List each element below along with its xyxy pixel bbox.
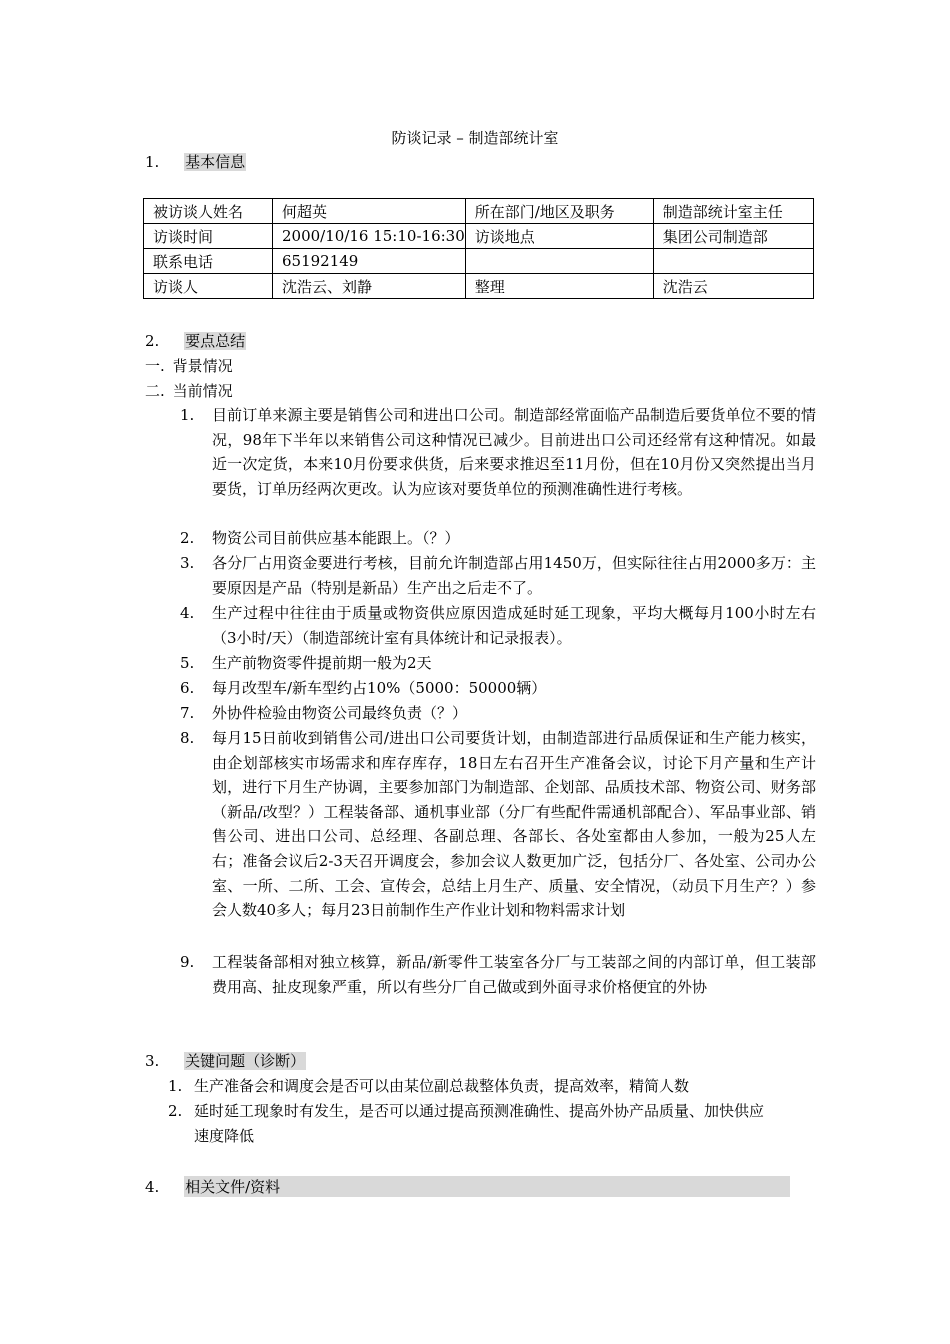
section-title: 关键问题（诊断） — [185, 1052, 306, 1070]
table-cell: 访谈地点 — [465, 224, 653, 249]
item-text: 目前订单来源主要是销售公司和进出口公司。制造部经常面临产品制造后要货单位不要的情况，98年下半年以来销售公司这种情况已减少。目前进出口公司还经常有这种情况。如最近一次定货，本来10月份要求供货，后来要求推迟至11月份，但在10月份又突然提出当月要货，订单历经两次更改。认为应该对要货单位的预测准确性进行考核。 — [212, 406, 816, 498]
section-title: 要点总结 — [185, 332, 246, 350]
table-cell: 访谈人 — [144, 274, 273, 299]
subsection-number: 一. — [145, 357, 165, 375]
list-item — [180, 676, 816, 701]
item-number: 7. — [180, 704, 195, 722]
section-title: 相关文件/资料 — [184, 1176, 790, 1197]
item-number: 1. — [168, 1077, 183, 1095]
item-text: 物资公司目前供应基本能跟上。（？） — [212, 529, 460, 547]
table-row — [144, 199, 814, 224]
list-item — [180, 601, 816, 650]
section-number: 2. — [145, 332, 160, 350]
subsection-title: 背景情况 — [172, 357, 233, 375]
item-number: 1. — [180, 406, 195, 424]
table-cell: 制造部统计室主任 — [653, 199, 813, 224]
section-title: 基本信息 — [185, 153, 246, 171]
table-cell: 65192149 — [273, 249, 466, 274]
table-row — [144, 274, 814, 299]
item-number: 4. — [180, 604, 195, 622]
item-number: 2. — [168, 1102, 183, 1120]
item-text: 工程装备部相对独立核算，新品/新零件工装室各分厂与工装部之间的内部订单，但工装部费用高、扯皮现象严重，所以有些分厂自己做或到外面寻求价格便宜的外协 — [212, 953, 816, 996]
table-cell: 联系电话 — [144, 249, 273, 274]
list-item — [180, 726, 816, 923]
item-text: 生产过程中往往由于质量或物资供应原因造成延时延工现象，平均大概每月100小时左右（3小时/天）（制造部统计室有具体统计和记录报表）。 — [212, 604, 816, 647]
item-text: 每月改型车/新车型约占10%（5000：50000辆） — [212, 679, 547, 697]
table-cell: 整理 — [465, 274, 653, 299]
table-row — [144, 224, 814, 249]
item-number: 9. — [180, 953, 195, 971]
list-item — [180, 651, 816, 676]
table-cell: 访谈时间 — [144, 224, 273, 249]
list-item — [180, 701, 816, 726]
list-item — [180, 526, 816, 551]
item-text: 各分厂占用资金要进行考核，目前允许制造部占用1450万，但实际往往占用2000多万：主要原因是产品（特别是新品）生产出之后走不了。 — [212, 554, 816, 597]
section-1-heading — [145, 151, 246, 172]
table-cell: 2000/10/16 15:10-16:30 — [273, 224, 466, 249]
list-item — [180, 551, 816, 600]
item-number: 8. — [180, 729, 195, 747]
subsection-number: 二. — [145, 382, 165, 400]
section-number: 1. — [145, 153, 160, 171]
list-item — [180, 403, 816, 501]
table-cell: 集团公司制造部 — [653, 224, 813, 249]
item-number: 5. — [180, 654, 195, 672]
info-table — [143, 198, 814, 299]
section-2-heading — [145, 330, 246, 351]
item-text: 生产前物资零件提前期一般为2天 — [212, 654, 432, 672]
subsection-current — [145, 380, 233, 401]
subsection-title: 当前情况 — [172, 382, 233, 400]
subsection-background — [145, 355, 233, 376]
item-text: 每月15日前收到销售公司/进出口公司要货计划，由制造部进行品质保证和生产能力核实，由企划部核实市场需求和库存库存，18日左右召开生产准备会议，讨论下月产量和生产计划，进行下月生产协调，主要参加部门为制造部、企划部、品质技术部、物资公司、财务部（新品/改型？）工程装备部、通机事业部（分厂有些配件需通机部配合）、军品事业部、销售公司、进出口公司、总经理、各副总理、各部长、各处室都由人参加，一般为25人左右；准备会议后2-3天召开调度会，参加会议人数更加广泛，包括分厂、各处室、公司办公室、一所、二所、工会、宣传会，总结上月生产、质量、安全情况，（动员下月生产？）参会人数40多人；每月23日前制作生产作业计划和物料需求计划 — [212, 729, 816, 920]
item-number: 6. — [180, 679, 195, 697]
section-number: 3. — [145, 1052, 160, 1070]
page-title: 防谈记录 – 制造部统计室 — [391, 129, 559, 147]
table-cell: 所在部门/地区及职务 — [465, 199, 653, 224]
table-row — [144, 249, 814, 274]
list-item — [168, 1074, 778, 1099]
section-number: 4. — [145, 1178, 160, 1196]
item-text: 延时延工现象时有发生，是否可以通过提高预测准确性、提高外协产品质量、加快供应速度降低 — [194, 1102, 765, 1145]
item-number: 3. — [180, 554, 195, 572]
section-3-heading — [145, 1050, 306, 1071]
list-item — [180, 950, 816, 999]
item-text: 生产准备会和调度会是否可以由某位副总裁整体负责，提高效率，精简人数 — [194, 1077, 690, 1095]
list-item — [168, 1099, 778, 1148]
table-cell — [465, 249, 653, 274]
table-cell: 何超英 — [273, 199, 466, 224]
item-text: 外协件检验由物资公司最终负责（？） — [212, 704, 468, 722]
section-4-heading — [145, 1176, 790, 1197]
item-number: 2. — [180, 529, 195, 547]
table-cell — [653, 249, 813, 274]
table-cell: 被访谈人姓名 — [144, 199, 273, 224]
table-cell: 沈浩云 — [653, 274, 813, 299]
table-cell: 沈浩云、刘静 — [273, 274, 466, 299]
